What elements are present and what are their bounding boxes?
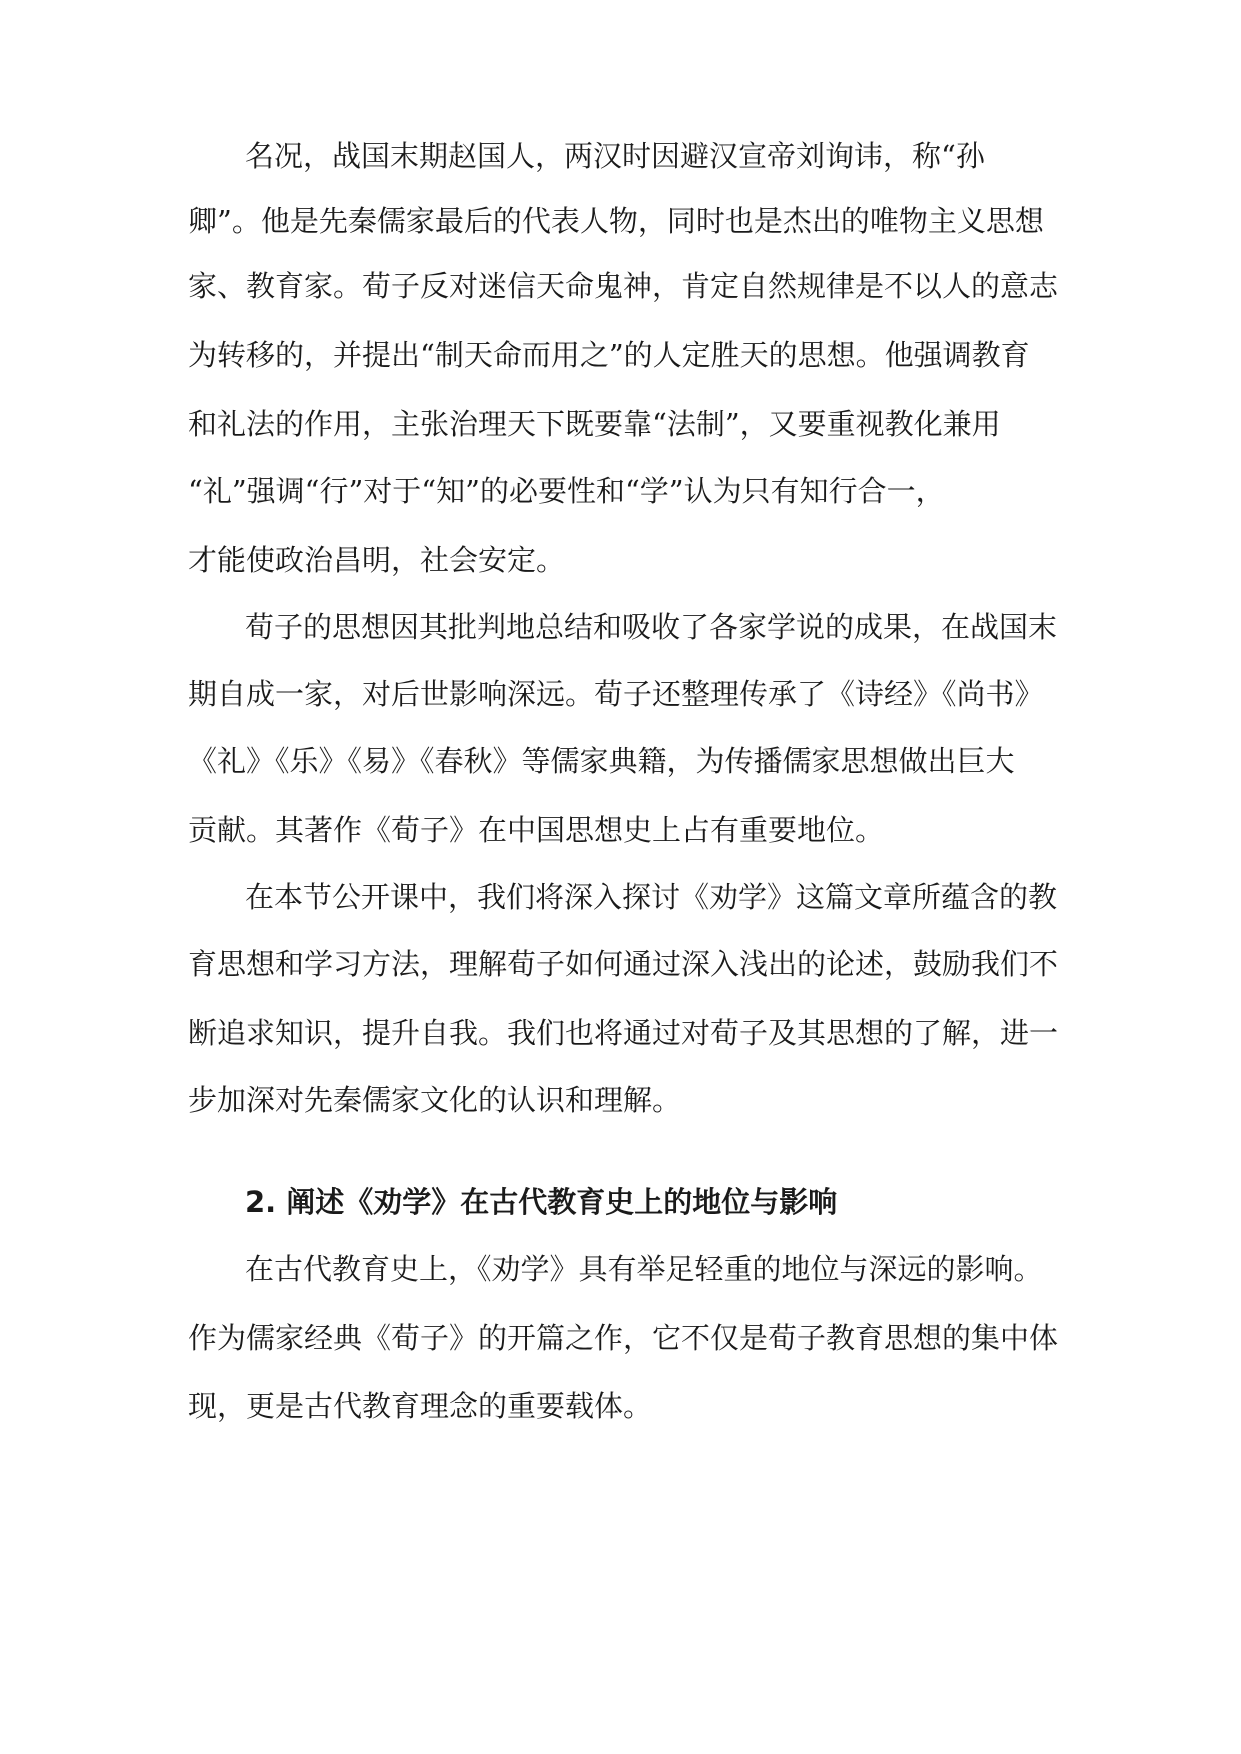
section-paragraph-line-1: 在古代教育史上，《劝学》具有举足轻重的地位与深远的影响。 (245, 1252, 1043, 1286)
paragraph-3-line-2: 育思想和学习方法，理解荀子如何通过深入浅出的论述，鼓励我们不 (188, 947, 1059, 981)
paragraph-1-line-2: 卿”。他是先秦儒家最后的代表人物，同时也是杰出的唯物主义思想 (188, 204, 1044, 238)
paragraph-3-line-1: 在本节公开课中，我们将深入探讨《劝学》这篇文章所蕴含的教 (245, 880, 1058, 914)
section-heading: 2. 阐述《劝学》在古代教育史上的地位与影响 (245, 1185, 838, 1219)
section-paragraph-line-3: 现，更是古代教育理念的重要载体。 (188, 1389, 653, 1423)
paragraph-2-line-2: 期自成一家，对后世影响深远。荀子还整理传承了《诗经》《尚书》 (188, 677, 1044, 711)
paragraph-1-line-7: 才能使政治昌明，社会安定。 (188, 543, 566, 577)
paragraph-2-line-1: 荀子的思想因其批判地总结和吸收了各家学说的成果，在战国末 (245, 610, 1058, 644)
paragraph-1-line-5: 和礼法的作用，主张治理天下既要靠“法制”，又要重视教化兼用 (188, 407, 1001, 441)
paragraph-3-line-3: 断追求知识，提升自我。我们也将通过对荀子及其思想的了解，进一 (188, 1016, 1059, 1050)
section-paragraph-line-2: 作为儒家经典《荀子》的开篇之作，它不仅是荀子教育思想的集中体 (188, 1321, 1059, 1355)
paragraph-1-line-3: 家、教育家。荀子反对迷信天命鬼神，肯定自然规律是不以人的意志 (188, 269, 1059, 303)
paragraph-1-line-4: 为转移的，并提出“制天命而用之”的人定胜天的思想。他强调教育 (188, 338, 1030, 372)
paragraph-3-line-4: 步加深对先秦儒家文化的认识和理解。 (188, 1083, 682, 1117)
paragraph-1-line-1: 名况，战国末期赵国人，两汉时因避汉宣帝刘询讳，称“孙 (245, 139, 985, 173)
paragraph-1-line-6: “礼”强调“行”对于“知”的必要性和“学”认为只有知行合一， (188, 474, 945, 508)
paragraph-2-line-3: 《礼》《乐》《易》《春秋》等儒家典籍，为传播儒家思想做出巨大 (188, 744, 1015, 778)
paragraph-2-line-4: 贡献。其著作《荀子》在中国思想史上占有重要地位。 (188, 813, 885, 847)
